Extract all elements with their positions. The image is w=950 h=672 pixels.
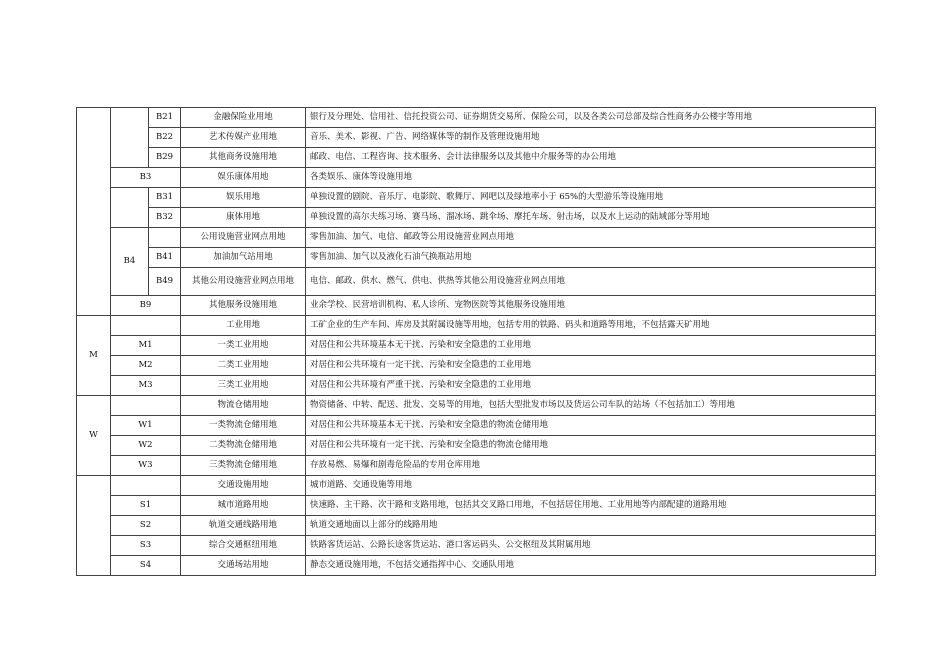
description-cell: 静态交通设施用地，不包括交通指挥中心、交通队用地 xyxy=(306,556,876,576)
minor-class-cell: B41 xyxy=(149,248,181,268)
table-row xyxy=(77,208,876,228)
table-row xyxy=(77,148,876,168)
category-name-cell: 一类物流仓储用地 xyxy=(181,416,306,436)
category-name-cell: 康体用地 xyxy=(181,208,306,228)
minor-class-cell: B21 xyxy=(149,108,181,128)
category-name-cell: 工业用地 xyxy=(181,316,306,336)
description-cell: 单独设置的高尔夫练习场、赛马场、溜冰场、跳伞场、摩托车场、射击场，以及水上运动的陆域部分等用地 xyxy=(306,208,876,228)
description-cell: 对居住和公共环境基本无干扰、污染和安全隐患的工业用地 xyxy=(306,336,876,356)
category-name-cell: 其他服务设施用地 xyxy=(181,296,306,316)
medium-class-cell: S2 xyxy=(111,516,181,536)
category-name-cell: 综合交通枢纽用地 xyxy=(181,536,306,556)
description-cell: 零售加油、加气、电信、邮政等公用设施营业网点用地 xyxy=(306,228,876,248)
major-class-cell: M xyxy=(77,316,111,396)
description-cell: 零售加油、加气以及液化石油气换瓶站用地 xyxy=(306,248,876,268)
table-row xyxy=(77,336,876,356)
category-name-cell: 艺术传媒产业用地 xyxy=(181,128,306,148)
category-name-cell: 金融保险业用地 xyxy=(181,108,306,128)
medium-class-cell xyxy=(111,316,181,336)
table-row xyxy=(77,188,876,208)
table-row xyxy=(77,268,876,296)
medium-class-cell: S3 xyxy=(111,536,181,556)
medium-class-cell: S1 xyxy=(111,496,181,516)
description-cell: 电信、邮政、供水、燃气、供电、供热等其他公用设施营业网点用地 xyxy=(306,268,876,296)
medium-class-cell: S4 xyxy=(111,556,181,576)
description-cell: 银行及分理处、信用社、信托投资公司、证券期货交易所、保险公司，以及各类公司总部及综合性商务办公楼宇等用地 xyxy=(306,108,876,128)
description-cell: 业余学校、民营培训机构、私人诊所、宠物医院等其他服务设施用地 xyxy=(306,296,876,316)
category-name-cell: 娱乐康体用地 xyxy=(181,168,306,188)
description-cell: 铁路客货运站、公路长途客货运站、港口客运码头、公交枢纽及其附属用地 xyxy=(306,536,876,556)
description-cell: 存放易燃、易爆和剧毒危险品的专用仓库用地 xyxy=(306,456,876,476)
medium-class-cell xyxy=(111,476,181,496)
table-row xyxy=(77,436,876,456)
medium-class-cell: B4 xyxy=(111,228,149,296)
minor-class-cell: B32 xyxy=(149,208,181,228)
medium-class-cell: M1 xyxy=(111,336,181,356)
major-class-cell xyxy=(77,108,111,316)
table-row xyxy=(77,356,876,376)
description-cell: 对居住和公共环境有一定干扰、污染和安全隐患的物流仓储用地 xyxy=(306,436,876,456)
category-name-cell: 交通场站用地 xyxy=(181,556,306,576)
major-class-cell: W xyxy=(77,396,111,476)
description-cell: 各类娱乐、康体等设施用地 xyxy=(306,168,876,188)
description-cell: 音乐、美术、影视、广告、网络媒体等的制作及管理设施用地 xyxy=(306,128,876,148)
table-row xyxy=(77,456,876,476)
description-cell: 轨道交通地面以上部分的线路用地 xyxy=(306,516,876,536)
table-row xyxy=(77,476,876,496)
table-row xyxy=(77,536,876,556)
medium-class-cell: W2 xyxy=(111,436,181,456)
description-cell: 工矿企业的生产车间、库房及其附属设施等用地，包括专用的铁路、码头和道路等用地，不包括露天矿用地 xyxy=(306,316,876,336)
table-row xyxy=(77,108,876,128)
category-name-cell: 其他公用设施营业网点用地 xyxy=(181,268,306,296)
table-row xyxy=(77,496,876,516)
medium-class-cell: B3 xyxy=(111,168,181,188)
major-class-cell xyxy=(77,476,111,576)
table-row xyxy=(77,296,876,316)
table-row xyxy=(77,396,876,416)
table-row xyxy=(77,416,876,436)
minor-class-cell: B49 xyxy=(149,268,181,296)
medium-class-cell: W3 xyxy=(111,456,181,476)
land-use-classification-table xyxy=(76,107,876,576)
description-cell: 对居住和公共环境有严重干扰、污染和安全隐患的工业用地 xyxy=(306,376,876,396)
table-row xyxy=(77,128,876,148)
table-row xyxy=(77,376,876,396)
minor-class-cell: B31 xyxy=(149,188,181,208)
table-row xyxy=(77,168,876,188)
category-name-cell: 城市道路用地 xyxy=(181,496,306,516)
medium-class-cell xyxy=(111,188,149,228)
minor-class-cell xyxy=(149,228,181,248)
category-name-cell: 交通设施用地 xyxy=(181,476,306,496)
medium-class-cell: M2 xyxy=(111,356,181,376)
table-row xyxy=(77,316,876,336)
category-name-cell: 娱乐用地 xyxy=(181,188,306,208)
table-row xyxy=(77,516,876,536)
description-cell: 物资储备、中转、配送、批发、交易等的用地，包括大型批发市场以及货运公司车队的站场（不包括加工）等用地 xyxy=(306,396,876,416)
category-name-cell: 三类工业用地 xyxy=(181,376,306,396)
category-name-cell: 加油加气站用地 xyxy=(181,248,306,268)
minor-class-cell: B29 xyxy=(149,148,181,168)
category-name-cell: 轨道交通线路用地 xyxy=(181,516,306,536)
category-name-cell: 物流仓储用地 xyxy=(181,396,306,416)
medium-class-cell xyxy=(111,108,149,168)
table-row xyxy=(77,556,876,576)
description-cell: 对居住和公共环境有一定干扰、污染和安全隐患的工业用地 xyxy=(306,356,876,376)
minor-class-cell: B22 xyxy=(149,128,181,148)
medium-class-cell: W1 xyxy=(111,416,181,436)
description-cell: 对居住和公共环境基本无干扰、污染和安全隐患的物流仓储用地 xyxy=(306,416,876,436)
medium-class-cell: M3 xyxy=(111,376,181,396)
category-name-cell: 二类工业用地 xyxy=(181,356,306,376)
description-cell: 单独设置的剧院、音乐厅、电影院、歌舞厅、网吧以及绿地率小于 65%的大型游乐等设施用地 xyxy=(306,188,876,208)
table-row xyxy=(77,228,876,248)
medium-class-cell xyxy=(111,396,181,416)
category-name-cell: 公用设施营业网点用地 xyxy=(181,228,306,248)
category-name-cell: 二类物流仓储用地 xyxy=(181,436,306,456)
table-row xyxy=(77,248,876,268)
category-name-cell: 一类工业用地 xyxy=(181,336,306,356)
category-name-cell: 三类物流仓储用地 xyxy=(181,456,306,476)
description-cell: 邮政、电信、工程咨询、技术服务、会计法律服务以及其他中介服务等的办公用地 xyxy=(306,148,876,168)
medium-class-cell: B9 xyxy=(111,296,181,316)
description-cell: 快速路、主干路、次干路和支路用地，包括其交叉路口用地，不包括居住用地、工业用地等内部配建的道路用地 xyxy=(306,496,876,516)
description-cell: 城市道路、交通设施等用地 xyxy=(306,476,876,496)
category-name-cell: 其他商务设施用地 xyxy=(181,148,306,168)
